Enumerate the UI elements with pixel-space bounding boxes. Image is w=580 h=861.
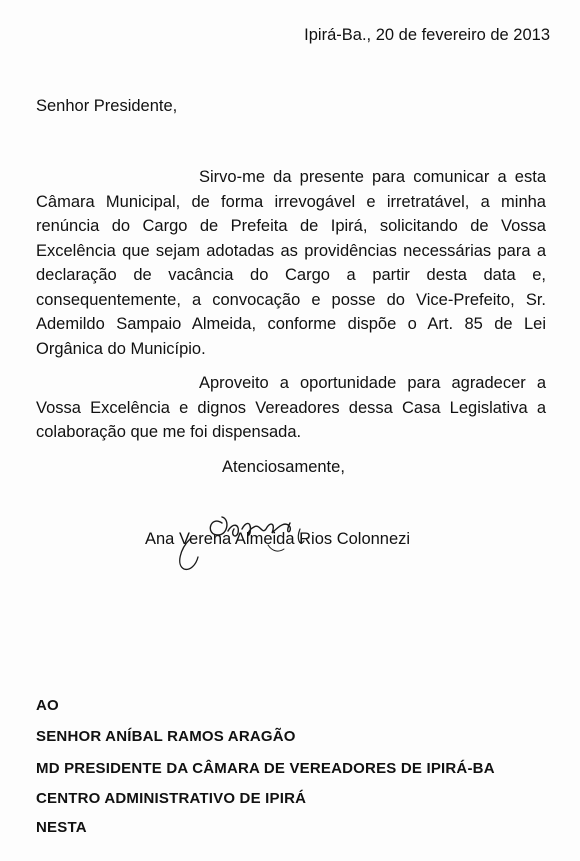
closing: Atenciosamente, — [222, 458, 345, 476]
addressee-line-5: NESTA — [36, 819, 87, 836]
body-paragraph-2: Aproveito a oportunidade para agradecer a Vossa Excelência e dignos Vereadores dessa Casa Legislativa a colaboração que me foi dispensada. — [36, 374, 546, 441]
handwritten-signature-icon — [150, 505, 340, 575]
addressee-line-3: MD PRESIDENTE DA CÂMARA DE VEREADORES DE IPIRÁ-BA — [36, 760, 495, 777]
salutation: Senhor Presidente, — [36, 97, 178, 115]
body-paragraph-1: Sirvo-me da presente para comunicar a esta Câmara Municipal, de forma irrevogável e irretratável, a minha renúncia do Cargo de Prefeita de Ipirá, solicitando de Vossa Excelência que sejam adotadas as providências necessárias para a declaração de vacância do Cargo a partir desta data e, consequentemente, a convocação e posse do Vice-Prefeito, Sr. Ademildo Sampaio Almeida, conforme dispõe o Art. 85 de Lei Orgânica do Município. — [36, 168, 546, 358]
addressee-line-4: CENTRO ADMINISTRATIVO DE IPIRÁ — [36, 790, 307, 807]
place-date: Ipirá-Ba., 20 de fevereiro de 2013 — [304, 26, 550, 44]
addressee-line-1: AO — [36, 697, 59, 714]
signatory-name: Ana Verena Almeida Rios Colonnezi — [145, 530, 411, 548]
addressee-line-2: SENHOR ANÍBAL RAMOS ARAGÃO — [36, 728, 296, 745]
